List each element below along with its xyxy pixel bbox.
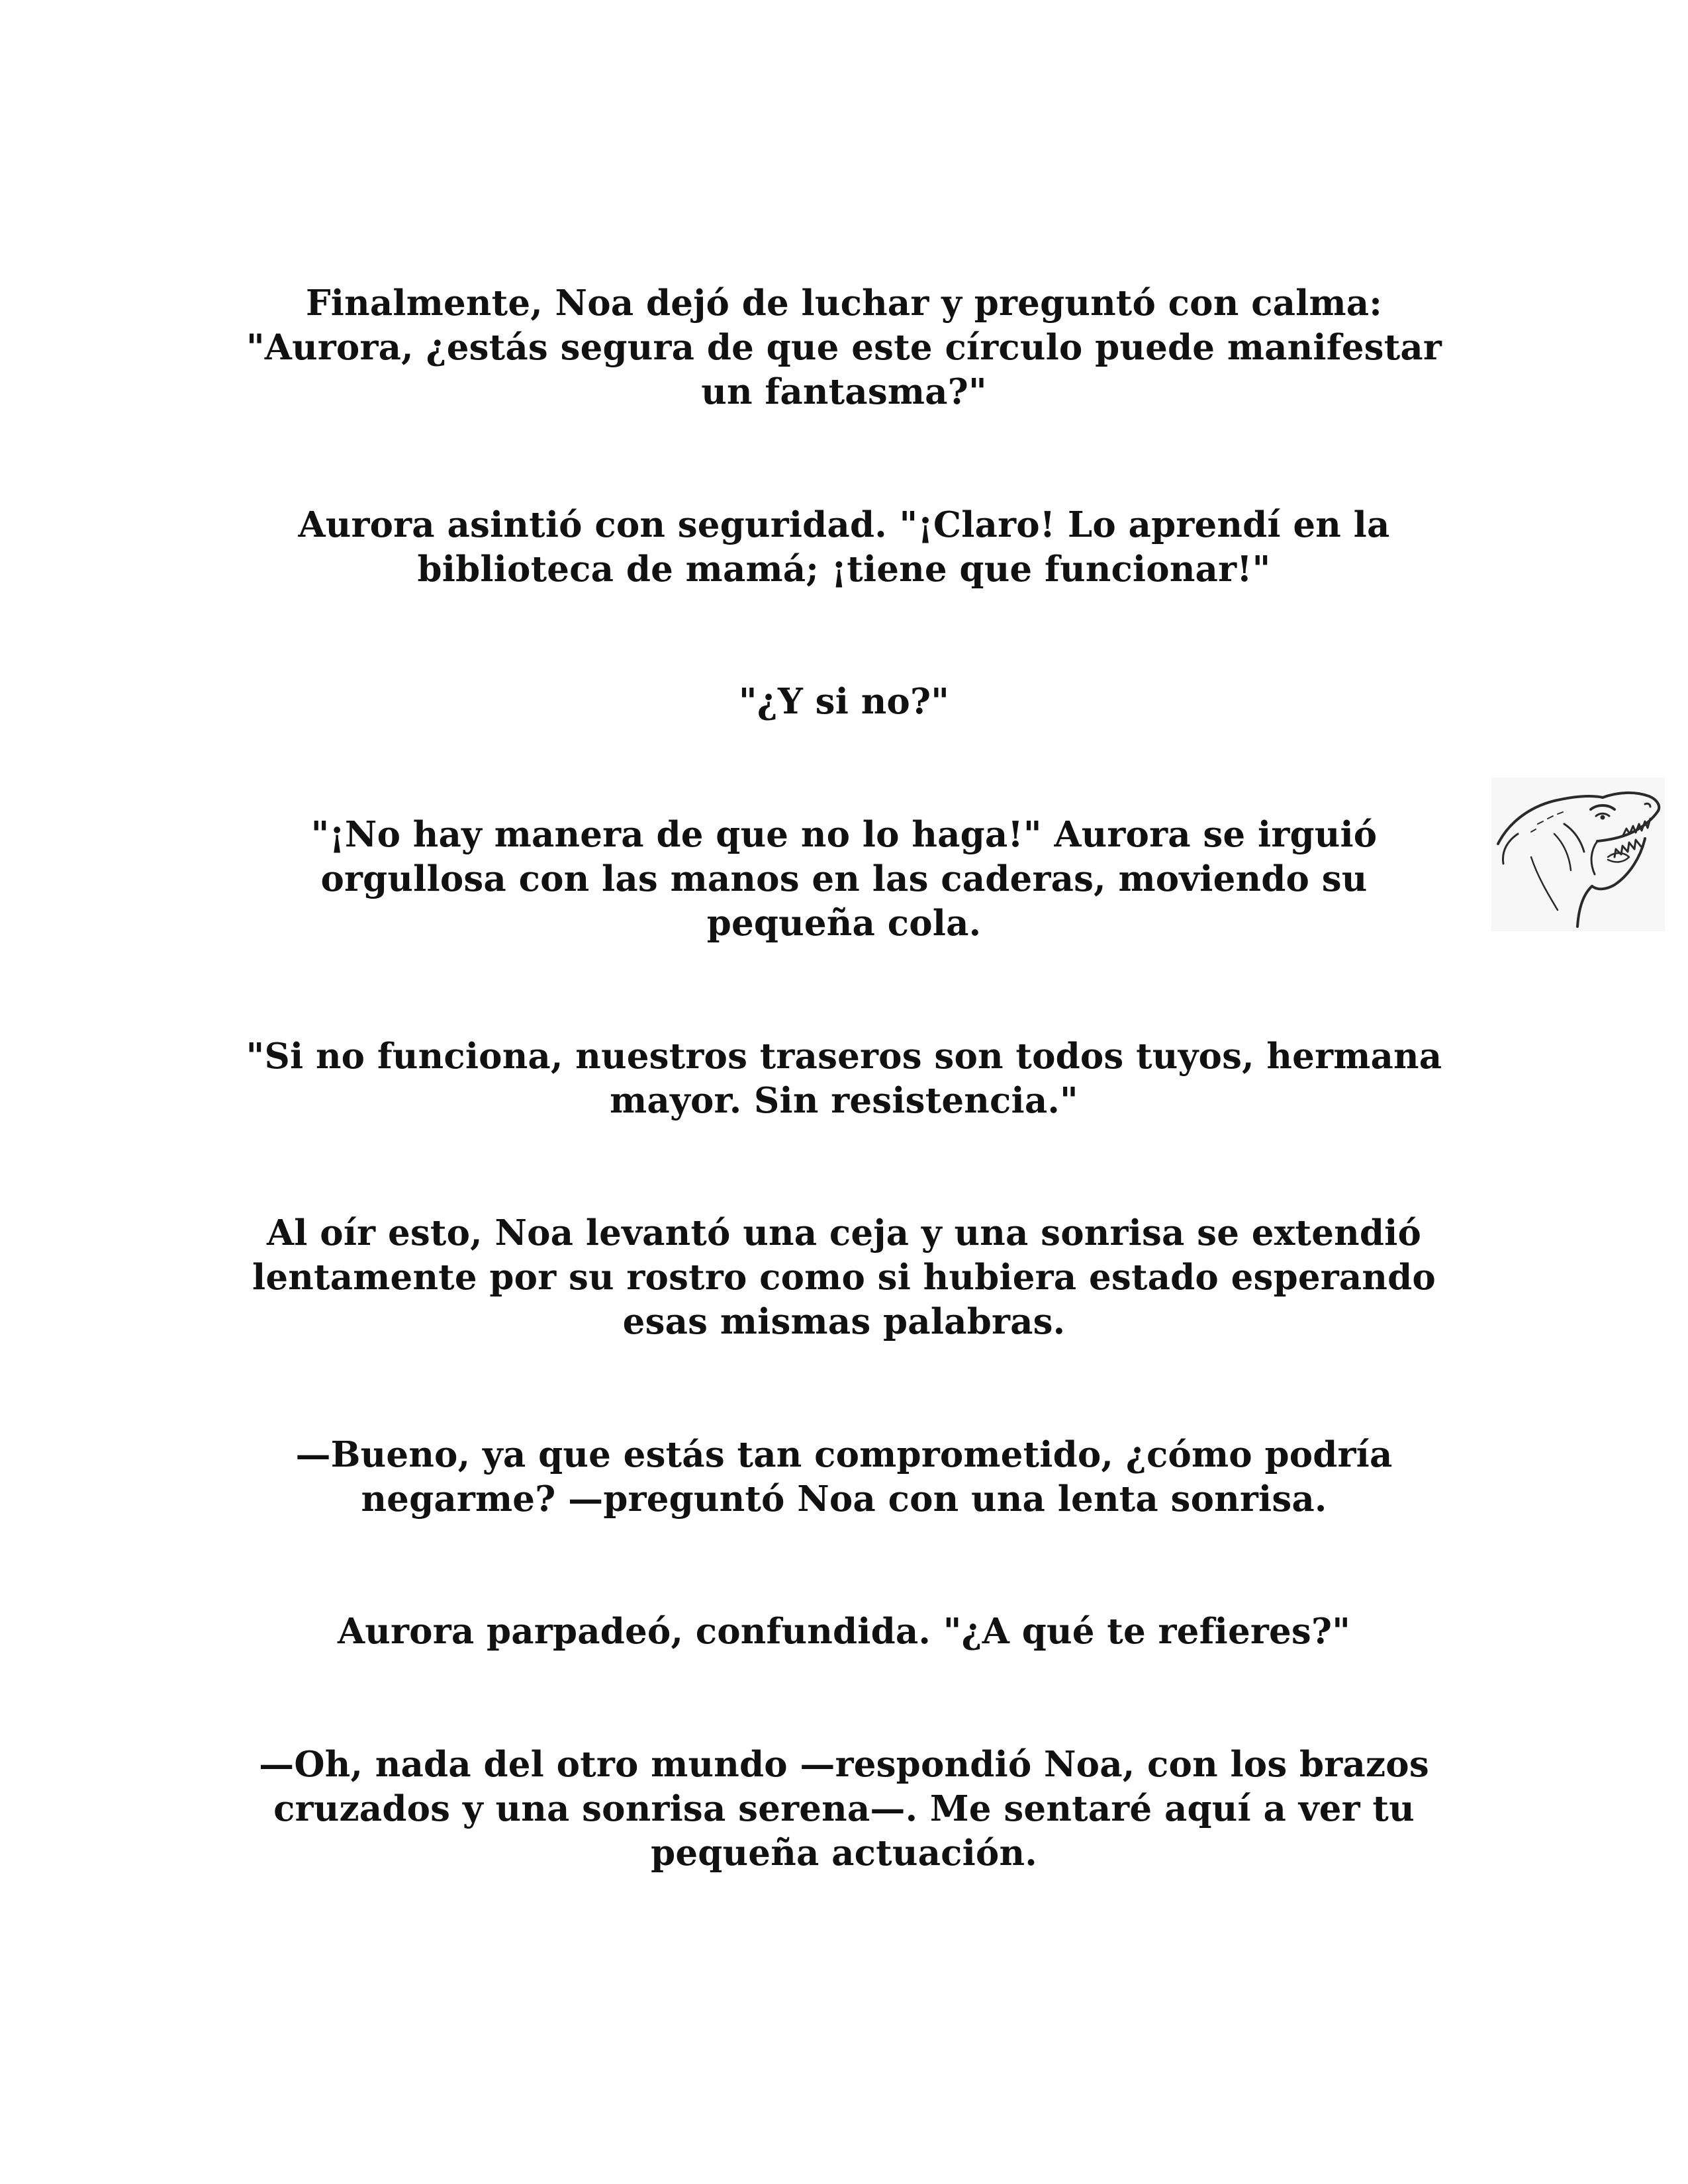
paragraph-6: Al oír esto, Noa levantó una ceja y una sonrisa se extendió lentamente por su rostro como si hubiera estado esperando esas mismas palabras. [252, 1212, 1436, 1342]
dinosaur-head-sketch-icon [1491, 778, 1665, 931]
paragraph-5: "Si no funciona, nuestros traseros son todos tuyos, hermana mayor. Sin resistencia." [246, 1036, 1442, 1121]
paragraph-2: Aurora asintió con seguridad. "¡Claro! Lo aprendí en la biblioteca de mamá; ¡tiene que funcionar!" [298, 504, 1390, 590]
paragraph-1: Finalmente, Noa dejó de luchar y preguntó con calma: "Aurora, ¿estás segura de que este círculo puede manifestar un fantasma?" [246, 283, 1442, 412]
paragraph-9: —Oh, nada del otro mundo —respondió Noa, con los brazos cruzados y una sonrisa serena—. Me sentaré aquí a ver tu pequeña actuación. [259, 1744, 1429, 1874]
paragraph-7: —Bueno, ya que estás tan comprometido, ¿cómo podría negarme? —preguntó Noa con una lenta sonrisa. [295, 1434, 1393, 1520]
paragraph-8: Aurora parpadeó, confundida. "¿A qué te refieres?" [337, 1611, 1351, 1652]
paragraph-4: "¡No hay manera de que no lo haga!" Aurora se irguió orgullosa con las manos en las caderas, moviendo su pequeña cola. [310, 814, 1378, 944]
paragraph-3: "¿Y si no?" [738, 681, 950, 722]
